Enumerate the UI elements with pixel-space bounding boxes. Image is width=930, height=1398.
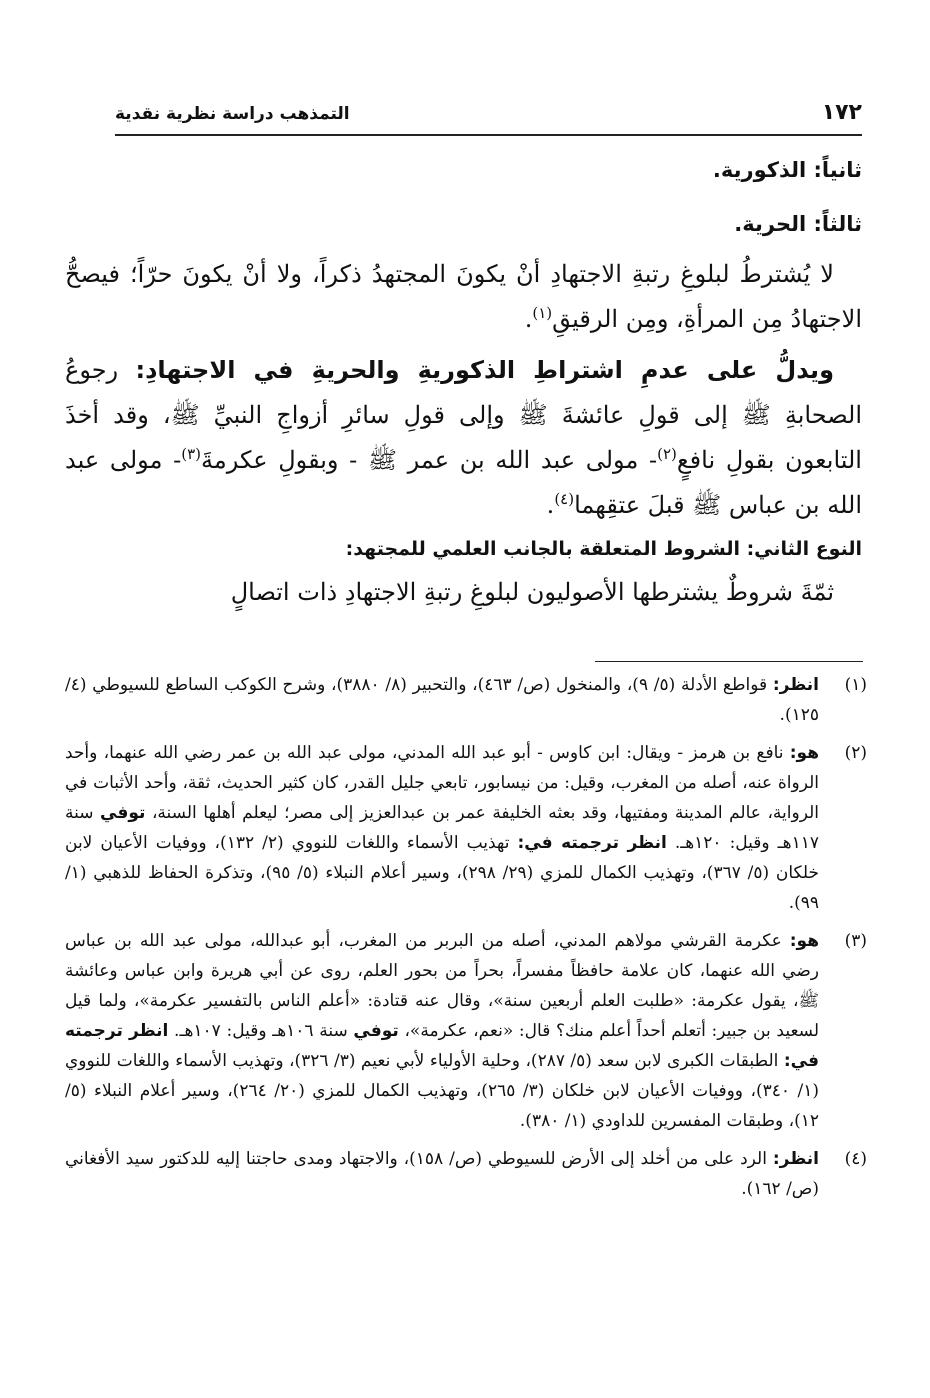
footnote-see-label: انظر ترجمته في: xyxy=(517,833,667,853)
paragraph-scholarly-conditions: ثمّةَ شروطٌ يشترطها الأصوليون لبلوغِ رتبةِ الاجتهادِ ذات اتصالٍ xyxy=(230,578,834,606)
footnote-number: (٢) xyxy=(844,743,867,763)
footnote-4 xyxy=(65,1144,867,1204)
footnote-ref-2[interactable]: (٢) xyxy=(657,445,677,463)
footnotes xyxy=(65,670,867,1212)
evidence-lead: ويدلُّ على عدمِ اشتراطِ الذكوريةِ والحريةِ في الاجتهادِ: xyxy=(135,356,834,384)
footnote-ref-3[interactable]: (٣) xyxy=(181,445,201,463)
footnote-text: قواطع الأدلة (٥/ ٩)، والمنخول (ص/ ٤٦٣)، والتحبير (٨/ ٣٨٨٠)، وشرح الكوكب الساطع للسيوطي (٤/ ١٢٥). xyxy=(65,675,819,725)
footnote-death-label: توفي xyxy=(100,803,146,823)
period: . xyxy=(546,491,555,519)
section-subheading: النوع الثاني: الشروط المتعلقة بالجانب العلمي للمجتهد: xyxy=(345,538,862,560)
footnote-text-2: سنة ١١٧هـ وقيل: ١٢٠هـ. xyxy=(65,803,819,853)
heading-freedom: ثالثاً: الحرية. xyxy=(734,212,862,236)
footnote-number: (١) xyxy=(844,675,867,695)
footnote-label: هو: xyxy=(789,743,819,763)
main-text xyxy=(65,150,862,615)
footnote-1 xyxy=(65,670,867,730)
footnote-3 xyxy=(65,926,867,1136)
heading-masculinity: ثانياً: الذكورية. xyxy=(712,158,862,182)
footnote-text-3: تهذيب الأسماء واللغات للنووي (٢/ ١٣٢)، ووفيات الأعيان لابن خلكان (٥/ ٣٦٧)، وتهذيب الكمال للمزي (٢٩/ ٢٩٨)، وسير أعلام النبلاء (٥/ ٩٥)، وتذكرة الحفاظ للذهبي (١/ ٩٩). xyxy=(65,833,820,913)
footnote-label: هو: xyxy=(789,931,819,951)
evidence-text-a: رجوعُ الصحابةِ ﷺ إلى قولِ عائشةَ ﷺ وإلى قولِ سائرِ أزواجِ النبيِّ ﷺ، وقد أخذَ التابعون بقولِ نافعٍ xyxy=(65,356,863,474)
footnote-text: نافع بن هرمز - ويقال: ابن كاوس - أبو عبد الله المدني، مولى عبد الله بن عمر رضي الله عنهما، وأحد الرواة عنه، أصله من المغرب، وقيل: من نيسابور، تابعي جليل القدر، كان كثير الحديث، ثقة، وأحد الأثبات في الرواية، عالم المدينة ومفتيها، وقد بعثه الخليفة عمر بن عبدالعزيز إلى مصر؛ ليعلم أهلها السنة، xyxy=(65,743,819,823)
footnote-separator xyxy=(595,661,863,662)
footnote-ref-1[interactable]: (١) xyxy=(532,304,553,322)
footnote-label: انظر: xyxy=(772,675,819,695)
page-header xyxy=(115,100,862,136)
paragraph-text: لا يُشترطُ لبلوغِ رتبةِ الاجتهادِ أنْ يكونَ المجتهدُ ذكراً، ولا أنْ يكونَ حرّاً؛ فيصحُّ الاجتهادُ مِن المرأةِ، ومِن الرقيقِ xyxy=(65,260,862,333)
period: . xyxy=(524,305,533,333)
footnote-see-label: انظر ترجمته في: xyxy=(65,1021,819,1071)
paragraph-condition xyxy=(65,252,862,342)
evidence-text-c: - مولى عبد الله بن عباس ﷺ قبلَ عتقِهما xyxy=(65,446,862,519)
evidence-text-b: - مولى عبد الله بن عمر ﷺ - وبقولِ عكرمةَ xyxy=(201,446,658,474)
running-title: التمذهب دراسة نظرية نقدية xyxy=(115,104,350,124)
footnote-number: (٤) xyxy=(844,1149,867,1169)
footnote-death-label: توفي xyxy=(353,1021,399,1041)
footnote-text-2: سنة ١٠٦هـ وقيل: ١٠٧هـ. xyxy=(168,1021,354,1041)
footnote-ref-4[interactable]: (٤) xyxy=(554,490,575,508)
footnote-number: (٣) xyxy=(844,931,867,951)
footnote-text: الرد على من أخلد إلى الأرض للسيوطي (ص/ ١٥٨)، والاجتهاد ومدى حاجتنا إليه للدكتور سيد الأفغاني (ص/ ١٦٢). xyxy=(65,1149,819,1199)
page-number: ١٧٢ xyxy=(821,100,862,125)
footnote-text-3: الطبقات الكبرى لابن سعد (٥/ ٢٨٧)، وحلية الأولياء لأبي نعيم (٣/ ٣٢٦)، وتهذيب الأسماء واللغات للنووي (١/ ٣٤٠)، ووفيات الأعيان لابن خلكان (٣/ ٢٦٥)، وتهذيب الكمال للمزي (٢٠/ ٢٦٤)، وسير أعلام النبلاء (٥/ ١٢)، وطبقات المفسرين للداودي (١/ ٣٨٠). xyxy=(65,1051,819,1131)
footnote-text: عكرمة القرشي مولاهم المدني، أصله من البربر من المغرب، أبو عبدالله، مولى عبد الله بن عباس رضي الله عنهما، كان علامة حافظاً مفسراً، بحراً من بحور العلم، روى عن أبي هريرة وابن عباس وعائشة ﷺ، يقول عكرمة: «طلبت العلم أربعين سنة»، وقال عنه قتادة: «أعلم الناس بالتفسير عكرمة»، ولما قيل لسعيد بن جبير: أتعلم أحداً أعلم منك؟ قال: «نعم، عكرمة»، xyxy=(65,931,819,1041)
footnote-label: انظر: xyxy=(772,1149,819,1169)
footnote-2 xyxy=(65,738,867,918)
paragraph-evidence xyxy=(65,348,862,528)
